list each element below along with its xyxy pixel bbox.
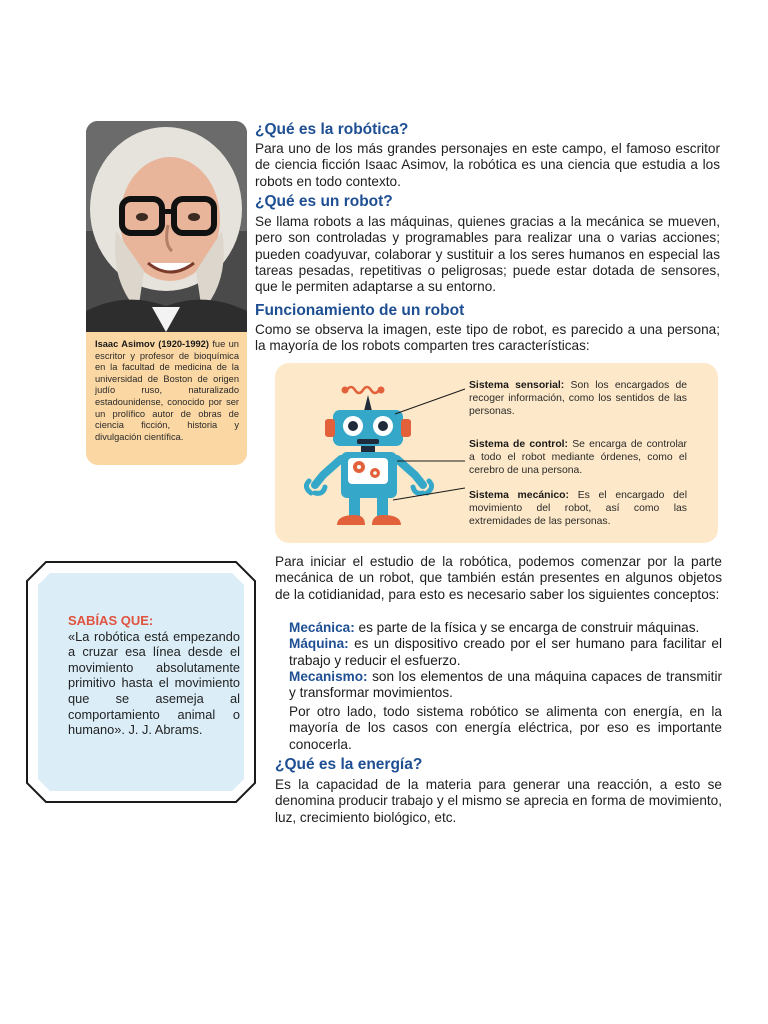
heading-funcionamiento: Funcionamiento de un robot — [255, 302, 465, 319]
concept-term: Mecánica: — [289, 620, 355, 635]
system-desc: Son los encargados de recoger información, como los sentidos de las personas. — [469, 380, 688, 417]
system-term: Sistema mecánico: — [469, 490, 569, 501]
sabias-que-content — [68, 613, 240, 738]
bio-description: fue un escritor y profesor de bioquímica en la facultad de medicina de la universidad de Boston de origen judío ruso, naturalizado estadounidense, conocido por ser un prolífico autor de obras de ciencia ficción, historia y divulgación científica. — [95, 339, 239, 442]
system-desc: Se encarga de controlar a todo el robot mediante órdenes, como el cerebro de una persona. — [469, 439, 687, 476]
text-estudio: Para iniciar el estudio de la robótica, podemos comenzar por la parte mecánica de un robot, que también están presentes en algunos objetos de la cotidianidad, para esto es necesario saber los siguientes conceptos: — [275, 554, 722, 602]
portrait-image — [86, 121, 247, 332]
text-energia-intro: Por otro lado, todo sistema robótico se alimenta con energía, en la mayoría de los casos con energía eléctrica, por eso es importante conocerla. — [289, 704, 722, 752]
concept-mecanismo — [289, 669, 722, 702]
sabias-que-quote: «La robótica está empezando a cruzar esa línea desde el movimiento absolutamente primitivo hasta el movimiento que se asemeja al comportamiento animal o humano». J. J. Abrams. — [68, 628, 240, 738]
concepts-list — [289, 620, 722, 701]
heading-robotica: ¿Qué es la robótica? — [255, 121, 409, 138]
sabias-que-title: SABÍAS QUE: — [68, 613, 154, 628]
system-mecanico — [469, 489, 687, 528]
system-term: Sistema sensorial: — [469, 380, 565, 391]
concept-desc: es parte de la física y se encarga de construir máquinas. — [358, 620, 700, 635]
bio-name: Isaac Asimov (1920-1992) — [95, 339, 209, 349]
system-term: Sistema de control: — [469, 439, 569, 450]
robot-diagram-panel — [275, 363, 718, 543]
text-robotica: Para uno de los más grandes personajes en este campo, el famoso escritor de ciencia ficción Isaac Asimov, la robótica es una ciencia que estudia a los robots en todo contexto. — [255, 141, 720, 189]
concept-desc: es un dispositivo creado por el ser humano para facilitar el trabajo y reducir el esfuerzo. — [289, 636, 722, 668]
bio-text — [95, 339, 239, 443]
heading-energia: ¿Qué es la energía? — [275, 756, 423, 773]
system-sensorial — [469, 379, 687, 418]
system-desc: Es el encargado del movimiento del robot, así como las extremidades de las personas. — [469, 490, 687, 527]
concept-mecanica — [289, 620, 722, 636]
system-control — [469, 438, 687, 477]
concept-desc: son los elementos de una máquina capaces de transmitir y transformar movimientos. — [289, 668, 722, 701]
heading-robot: ¿Qué es un robot? — [255, 193, 393, 210]
text-funcionamiento: Como se observa la imagen, este tipo de robot, es parecido a una persona; la mayoría de los robots comparten tres características: — [255, 322, 720, 354]
text-energia: Es la capacidad de la materia para generar una reacción, a esto se denomina producir trabajo y el mismo se aprecia en forma de movimiento, luz, crecimiento biológico, etc. — [275, 777, 722, 825]
concept-maquina — [289, 636, 722, 669]
bio-card — [86, 121, 247, 465]
concept-term: Mecanismo: — [289, 668, 368, 684]
text-robot: Se llama robots a las máquinas, quienes gracias a la mecánica se mueven, pero son controladas y programables para realizar una o varias acciones; pueden coadyuvar, colaborar y sustituir a los seres humanos en especial las tareas pesadas, repetitivas o peligrosas; puede estar dotada de sensores, que le permiten adaptarse a su entorno. — [255, 214, 720, 295]
concept-term: Máquina: — [289, 636, 349, 652]
